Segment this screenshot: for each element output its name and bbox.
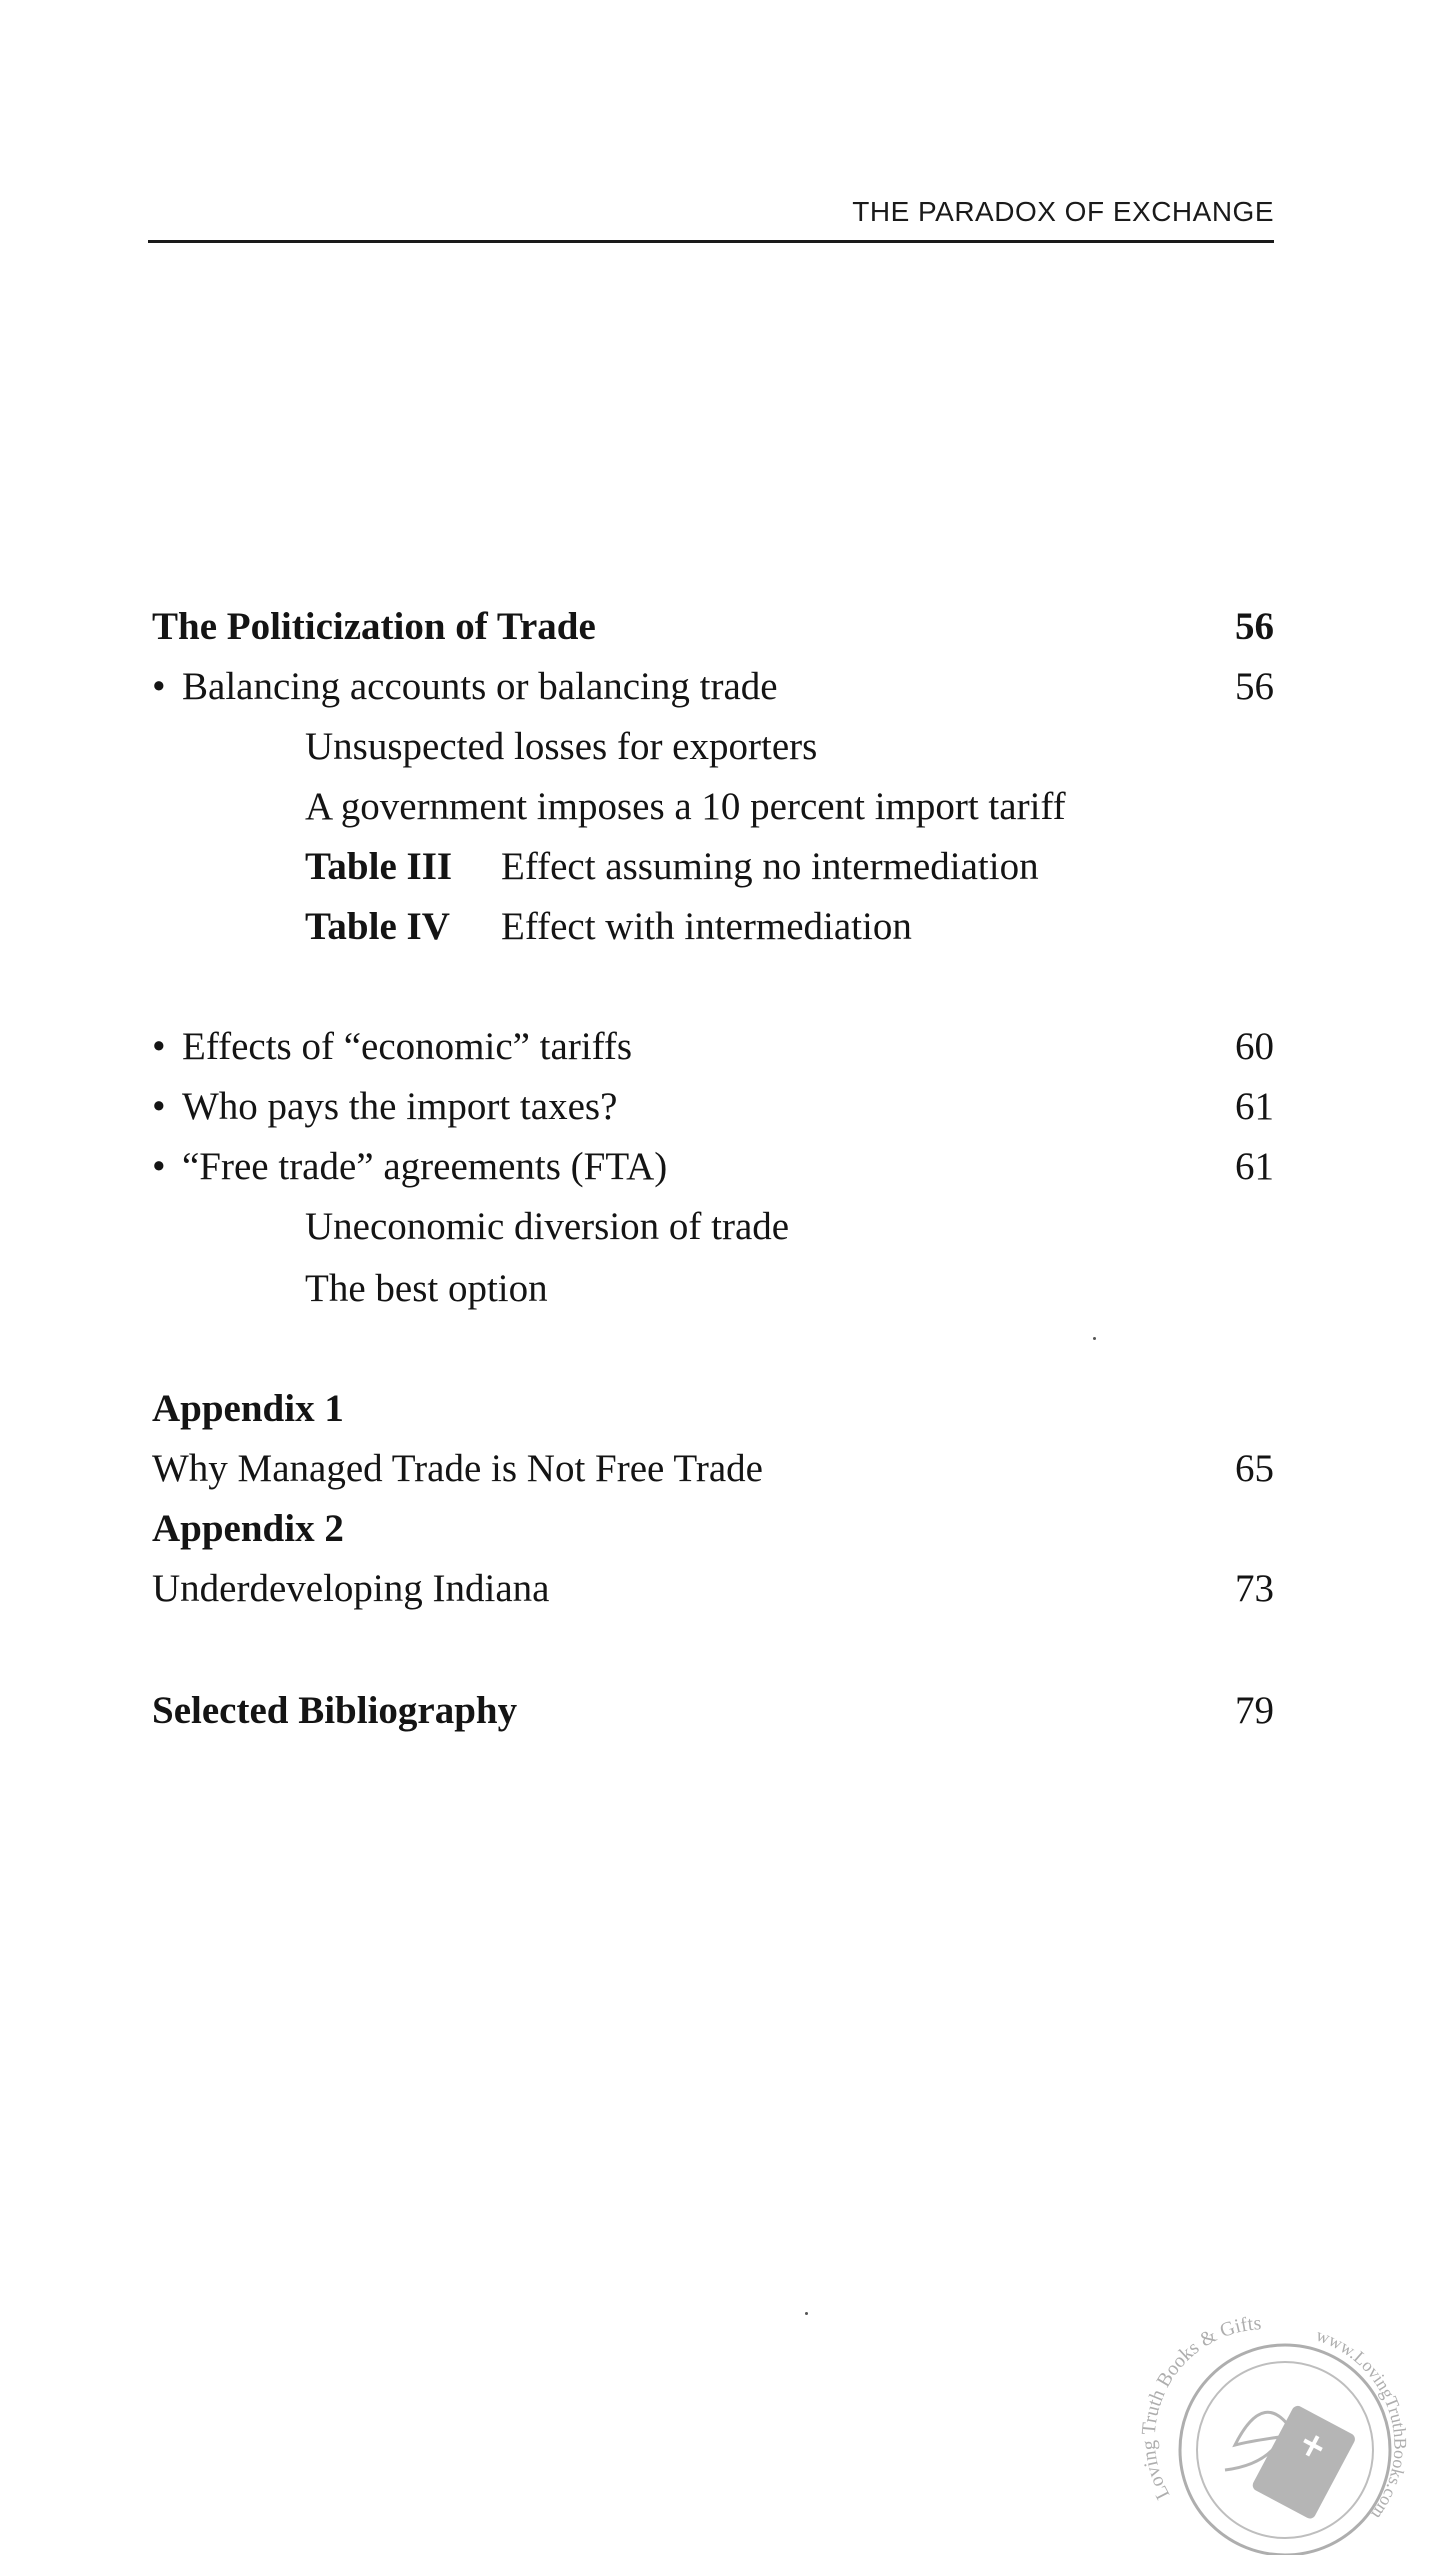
toc-entry: [152, 1137, 1274, 1197]
toc-table-entry: [305, 897, 1274, 957]
toc-page-number: 61: [1235, 1085, 1274, 1128]
bullet: •: [152, 1085, 166, 1128]
toc-entry: [152, 1017, 1274, 1077]
toc-entry: [152, 1439, 1274, 1499]
toc-subentry: [305, 777, 1274, 837]
stamp-text-url: www.LovingTruthBooks.com: [1313, 2324, 1411, 2524]
toc-entry-label: Who pays the import taxes?: [182, 1085, 618, 1128]
table-label: Effect with intermediation: [501, 905, 912, 948]
table-label: Effect assuming no intermediation: [501, 845, 1039, 888]
print-speck: [1093, 1337, 1096, 1340]
seller-stamp: [1125, 2295, 1425, 2555]
toc-page-number: 61: [1235, 1145, 1274, 1188]
toc-table-entry: [305, 837, 1274, 897]
header-rule: [148, 240, 1274, 243]
appendix-1-title: Why Managed Trade is Not Free Trade: [152, 1447, 763, 1490]
toc-entry-label: Effects of “economic” tariffs: [182, 1025, 633, 1068]
toc-entry: [152, 1077, 1274, 1137]
table-tag: Table III: [305, 845, 453, 888]
print-speck: [805, 2312, 808, 2315]
toc-page-number: 73: [1235, 1567, 1274, 1610]
bullet: •: [152, 1145, 166, 1188]
appendix-2-heading: Appendix 2: [152, 1507, 344, 1550]
stamp-text-top: Loving Truth Books & Gifts: [1137, 2312, 1263, 2503]
toc-entry-label: Balancing accounts or balancing trade: [182, 665, 778, 708]
bibliography-title: Selected Bibliography: [152, 1689, 518, 1732]
appendix-heading: [152, 1499, 1274, 1559]
toc-page-number: 56: [1235, 605, 1274, 648]
table-tag: Table IV: [305, 905, 450, 948]
toc-entry: [152, 1681, 1274, 1741]
gift-bible-icon: [1225, 2404, 1357, 2521]
toc-page-number: 60: [1235, 1025, 1274, 1068]
appendix-heading: [152, 1379, 1274, 1439]
toc-subentry: [305, 1259, 1274, 1319]
toc-page-number: 56: [1235, 665, 1274, 708]
toc-section-title: The Politicization of Trade: [152, 605, 596, 648]
toc-page-number: 79: [1235, 1689, 1274, 1732]
toc-page-number: 65: [1235, 1447, 1274, 1490]
toc-section-heading: [152, 597, 1274, 657]
toc-subentry-label: A government imposes a 10 percent import tariff: [305, 785, 1066, 828]
toc-entry: [152, 1559, 1274, 1619]
toc-subentry: [305, 1197, 1274, 1257]
toc-subentry-label: The best option: [305, 1267, 548, 1310]
toc-subentry-label: Uneconomic diversion of trade: [305, 1205, 790, 1248]
toc-entry: [152, 657, 1274, 717]
toc-subentry: [305, 717, 1274, 777]
appendix-1-heading: Appendix 1: [152, 1387, 344, 1430]
toc-entry-label: “Free trade” agreements (FTA): [182, 1145, 668, 1188]
toc-subentry-label: Unsuspected losses for exporters: [305, 725, 818, 768]
bullet: •: [152, 665, 166, 708]
bullet: •: [152, 1025, 166, 1068]
running-header: THE PARADOX OF EXCHANGE: [852, 196, 1274, 227]
appendix-2-title: Underdeveloping Indiana: [152, 1567, 550, 1610]
